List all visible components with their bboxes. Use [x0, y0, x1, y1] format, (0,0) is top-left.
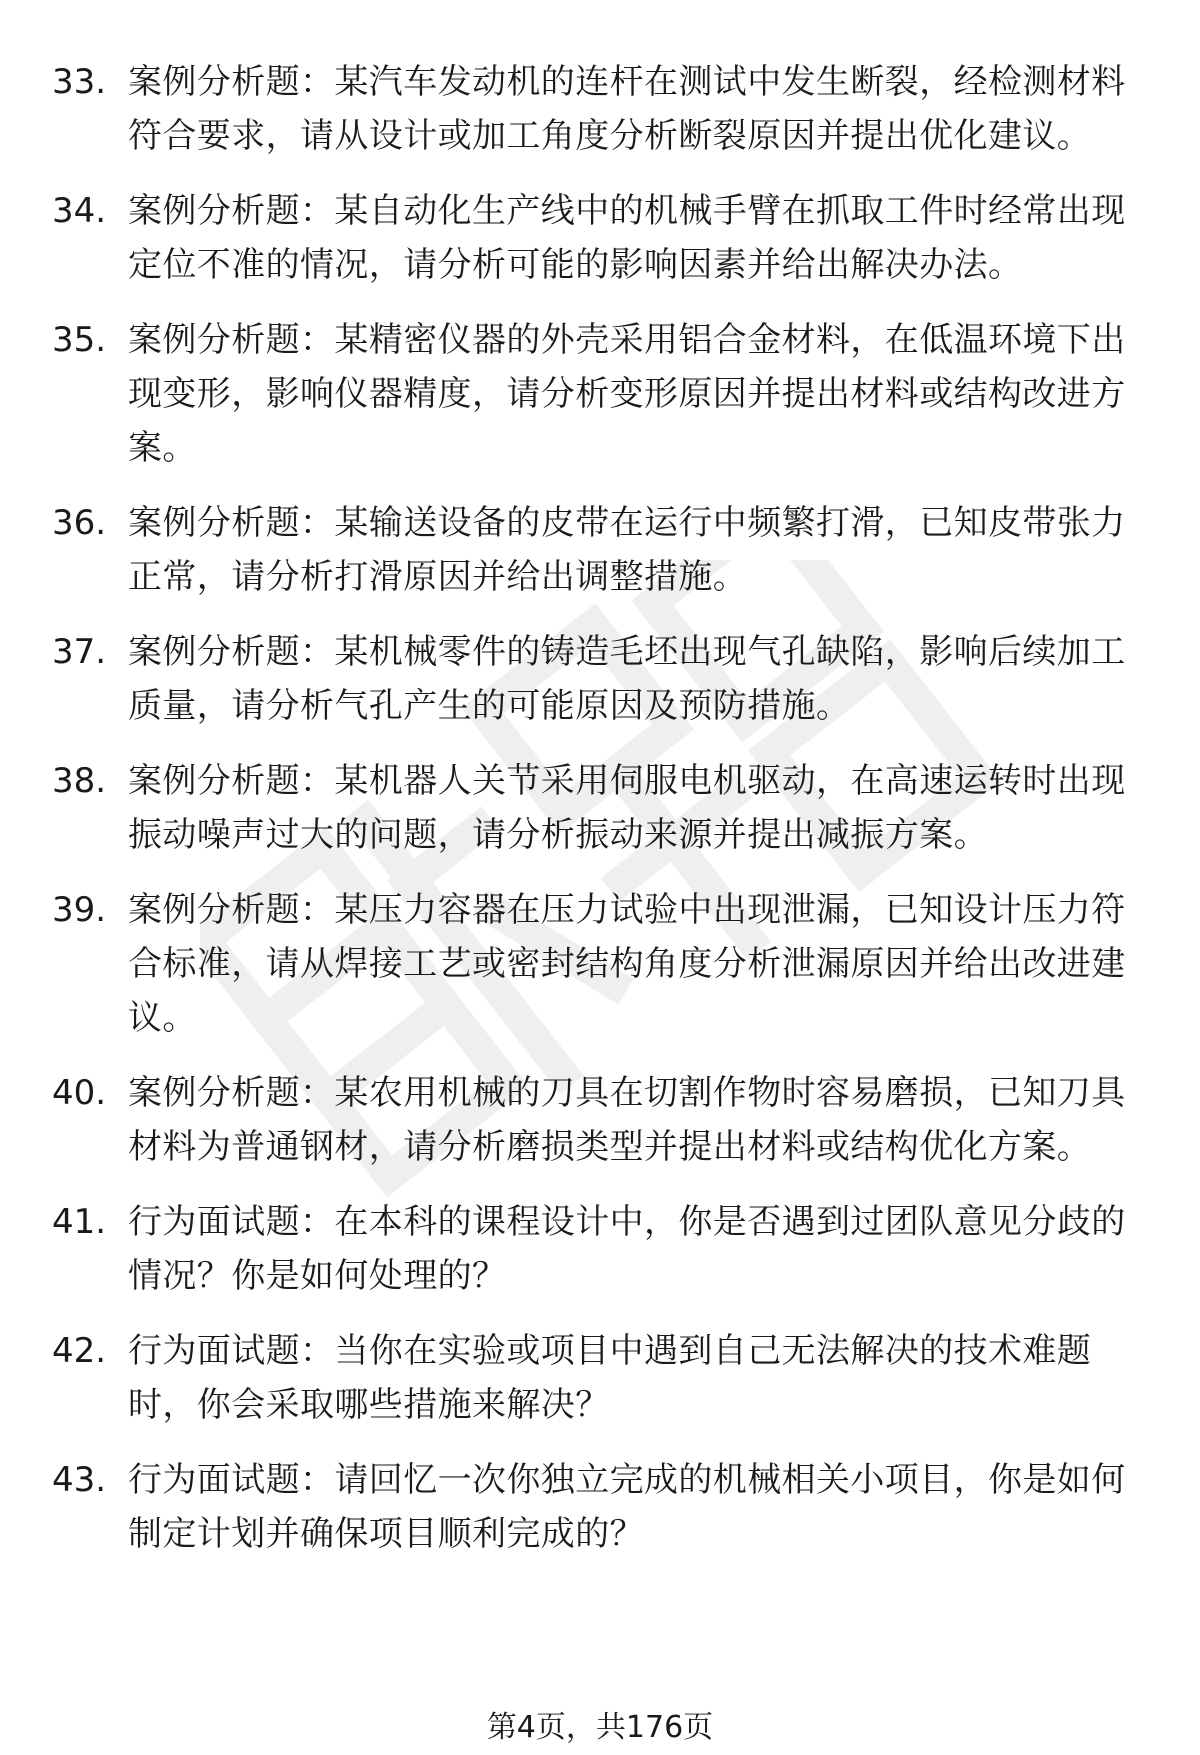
question-text: 案例分析题：某精密仪器的外壳采用铝合金材料，在低温环境下出现变形，影响仪器精度，请分析变形原因并提出材料或结构改进方案。 — [128, 320, 1126, 468]
question-number: 40. — [52, 1073, 107, 1113]
page-number-footer: 第4页，共176页 — [486, 1710, 714, 1745]
question-number: 38. — [52, 761, 107, 801]
question-number: 36. — [52, 503, 107, 543]
list-item — [0, 625, 1200, 733]
question-text: 行为面试题：请回忆一次你独立完成的机械相关小项目，你是如何制定计划并确保项目顺利完成的？ — [128, 1460, 1126, 1554]
list-item — [0, 55, 1200, 163]
question-text: 案例分析题：某机器人关节采用伺服电机驱动，在高速运转时出现振动噪声过大的问题，请分析振动来源并提出减振方案。 — [128, 761, 1126, 855]
question-number: 41. — [52, 1202, 107, 1242]
question-text: 案例分析题：某机械零件的铸造毛坯出现气孔缺陷，影响后续加工质量，请分析气孔产生的可能原因及预防措施。 — [128, 632, 1126, 726]
question-text: 行为面试题：当你在实验或项目中遇到自己无法解决的技术难题时，你会采取哪些措施来解决？ — [128, 1331, 1092, 1425]
list-item — [0, 754, 1200, 862]
question-text: 行为面试题：在本科的课程设计中，你是否遇到过团队意见分歧的情况？你是如何处理的？ — [128, 1202, 1126, 1296]
list-item — [0, 313, 1200, 475]
question-text: 案例分析题：某压力容器在压力试验中出现泄漏，已知设计压力符合标准，请从焊接工艺或密封结构角度分析泄漏原因并给出改进建议。 — [128, 890, 1126, 1038]
question-text: 案例分析题：某汽车发动机的连杆在测试中发生断裂，经检测材料符合要求，请从设计或加工角度分析断裂原因并提出优化建议。 — [128, 62, 1126, 156]
question-number: 39. — [52, 890, 107, 930]
question-text: 案例分析题：某农用机械的刀具在切割作物时容易磨损，已知刀具材料为普通钢材，请分析磨损类型并提出材料或结构优化方案。 — [128, 1073, 1126, 1167]
list-item — [0, 1066, 1200, 1174]
question-number: 35. — [52, 320, 107, 360]
list-item — [0, 883, 1200, 1045]
list-item — [0, 1195, 1200, 1303]
question-number: 42. — [52, 1331, 107, 1371]
question-list — [0, 55, 1200, 1582]
list-item — [0, 496, 1200, 604]
question-number: 33. — [52, 62, 107, 102]
list-item — [0, 184, 1200, 292]
question-number: 34. — [52, 191, 107, 231]
question-text: 案例分析题：某自动化生产线中的机械手臂在抓取工件时经常出现定位不准的情况，请分析可能的影响因素并给出解决办法。 — [128, 191, 1126, 285]
question-number: 43. — [52, 1460, 107, 1500]
list-item — [0, 1324, 1200, 1432]
list-item — [0, 1453, 1200, 1561]
question-number: 37. — [52, 632, 107, 672]
question-text: 案例分析题：某输送设备的皮带在运行中频繁打滑，已知皮带张力正常，请分析打滑原因并给出调整措施。 — [128, 503, 1126, 597]
